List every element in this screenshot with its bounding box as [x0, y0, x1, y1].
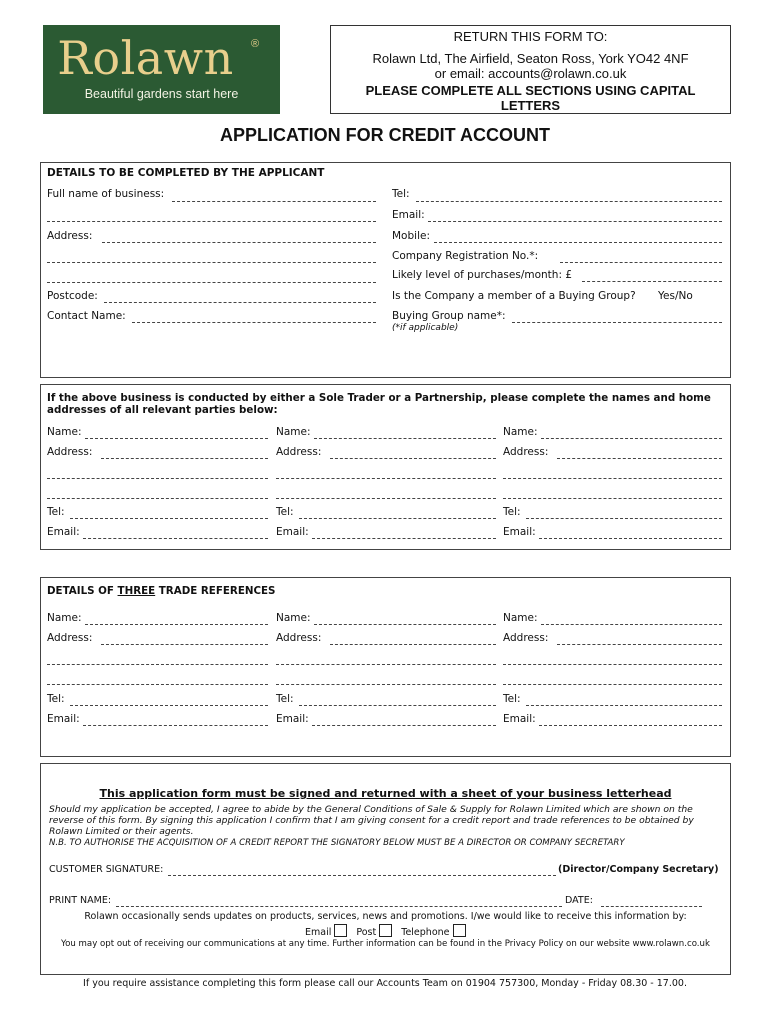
ref3-tel-field[interactable]: [526, 705, 722, 706]
partner3-address-label: Address:: [503, 446, 549, 458]
partner2-name-field[interactable]: [314, 438, 496, 439]
partner3-address-line3[interactable]: [503, 498, 722, 499]
partner3-name-label: Name:: [503, 426, 538, 438]
customer-signature-field[interactable]: [168, 875, 556, 876]
post-option-label: Post: [356, 927, 377, 938]
ref2-name-label: Name:: [276, 612, 311, 624]
ref3-address-field[interactable]: [557, 644, 722, 645]
ref3-address-line2[interactable]: [503, 664, 722, 665]
if-applicable-note: (*if applicable): [392, 323, 459, 333]
signature-section-heading: This application form must be signed and returned with a sheet of your business letterhead: [99, 787, 672, 800]
ref1-address-label: Address:: [47, 632, 93, 644]
contact-name-label: Contact Name:: [47, 310, 126, 322]
address-field-line3[interactable]: [47, 282, 376, 283]
buying-group-name-label: Buying Group name*:: [392, 310, 506, 322]
full-name-field[interactable]: [172, 201, 376, 202]
partner1-address-label: Address:: [47, 446, 93, 458]
tel-label: Tel:: [392, 188, 410, 200]
partner2-address-line3[interactable]: [276, 498, 496, 499]
ref2-tel-label: Tel:: [276, 693, 294, 705]
customer-signature-label: CUSTOMER SIGNATURE:: [49, 864, 164, 875]
return-email: or email: accounts@rolawn.co.uk: [434, 66, 627, 81]
address-label: Address:: [47, 230, 93, 242]
postcode-field[interactable]: [104, 302, 376, 303]
purchases-label: Likely level of purchases/month: £: [392, 269, 573, 281]
partner3-email-field[interactable]: [539, 538, 722, 539]
partner2-address-label: Address:: [276, 446, 322, 458]
ref2-email-field[interactable]: [312, 725, 496, 726]
partner1-name-field[interactable]: [85, 438, 268, 439]
trade-references-heading-post: TRADE REFERENCES: [155, 585, 276, 597]
ref3-address-line3[interactable]: [503, 684, 722, 685]
return-address: Rolawn Ltd, The Airfield, Seaton Ross, York YO42 4NF: [372, 51, 689, 66]
ref2-address-label: Address:: [276, 632, 322, 644]
partner1-tel-field[interactable]: [70, 518, 268, 519]
applicant-section-heading: DETAILS TO BE COMPLETED BY THE APPLICANT: [47, 167, 325, 179]
ref1-email-field[interactable]: [83, 725, 268, 726]
partner2-tel-field[interactable]: [299, 518, 496, 519]
ref2-address-line3[interactable]: [276, 684, 496, 685]
ref1-name-field[interactable]: [85, 624, 268, 625]
company-reg-label: Company Registration No.*:: [392, 250, 539, 262]
partner3-address-field[interactable]: [557, 458, 722, 459]
trade-references-heading: [47, 585, 275, 597]
partner2-tel-label: Tel:: [276, 506, 294, 518]
trade-references-heading-pre: DETAILS OF: [47, 585, 118, 597]
postcode-label: Postcode:: [47, 290, 98, 302]
ref3-email-field[interactable]: [539, 725, 722, 726]
partner2-email-label: Email:: [276, 526, 309, 538]
telephone-checkbox[interactable]: [453, 924, 466, 937]
partner1-address-line3[interactable]: [47, 498, 268, 499]
partners-section-heading: If the above business is conducted by either a Sole Trader or a Partnership, please complete the names and home addresses of all relevant parties below:: [47, 392, 711, 416]
logo-wordmark: Rolawn: [57, 31, 234, 85]
mobile-field[interactable]: [434, 242, 722, 243]
partner2-address-line2[interactable]: [276, 478, 496, 479]
partner3-tel-field[interactable]: [526, 518, 722, 519]
address-field-line2[interactable]: [47, 262, 376, 263]
director-secretary-label: (Director/Company Secretary): [558, 864, 719, 875]
purchases-field[interactable]: [582, 281, 722, 282]
ref2-name-field[interactable]: [314, 624, 496, 625]
director-note: N.B. TO AUTHORISE THE ACQUISITION OF A CREDIT REPORT THE SIGNATORY BELOW MUST BE A DIRECTOR OR COMPANY SECRETARY: [49, 838, 625, 848]
yes-no-option[interactable]: Yes/No: [658, 290, 693, 302]
consent-paragraph: Should my application be accepted, I agree to abide by the General Conditions of Sale & Supply for Rolawn Limited which are shown on the reverse of this form. By signing this application I confirm that I am giving consent for a credit report and trade references to be obtained by Rolawn Limited or their agents.: [49, 804, 694, 837]
partner1-name-label: Name:: [47, 426, 82, 438]
marketing-updates-text: Rolawn occasionally sends updates on products, services, news and promotions. I/we would like to receive this information by:: [84, 911, 687, 922]
mobile-label: Mobile:: [392, 230, 430, 242]
footer-assistance-text: If you require assistance completing this form please call our Accounts Team on 01904 757300, Monday - Friday 08.30 - 17.00.: [83, 978, 687, 989]
ref3-name-label: Name:: [503, 612, 538, 624]
ref3-tel-label: Tel:: [503, 693, 521, 705]
print-name-label: PRINT NAME:: [49, 895, 112, 906]
ref3-email-label: Email:: [503, 713, 536, 725]
ref3-address-label: Address:: [503, 632, 549, 644]
tel-field[interactable]: [416, 201, 722, 202]
email-checkbox[interactable]: [334, 924, 347, 937]
ref2-email-label: Email:: [276, 713, 309, 725]
buying-group-question: Is the Company a member of a Buying Group?: [392, 290, 636, 302]
email-option-label: Email: [305, 927, 332, 938]
email-label: Email:: [392, 209, 425, 221]
address-field[interactable]: [102, 242, 376, 243]
ref3-name-field[interactable]: [541, 624, 722, 625]
ref1-address-line3[interactable]: [47, 684, 268, 685]
post-checkbox[interactable]: [379, 924, 392, 937]
ref2-tel-field[interactable]: [299, 705, 496, 706]
full-name-label: Full name of business:: [47, 188, 165, 200]
partner2-email-field[interactable]: [312, 538, 496, 539]
partner3-email-label: Email:: [503, 526, 536, 538]
telephone-option-label: Telephone: [401, 927, 450, 938]
date-label: DATE:: [565, 895, 593, 906]
partner1-email-label: Email:: [47, 526, 80, 538]
trade-references-heading-three: THREE: [117, 585, 156, 597]
partner2-name-label: Name:: [276, 426, 311, 438]
contact-preference-options: [305, 924, 466, 938]
opt-out-notice: You may opt out of receiving our communications at any time. Further information can be found in the Privacy Policy on our website www.rolawn.co.uk: [61, 939, 710, 949]
logo-registered-mark: ®: [251, 38, 260, 50]
full-name-field-line2[interactable]: [47, 221, 376, 222]
partner3-address-line2[interactable]: [503, 478, 722, 479]
ref1-email-label: Email:: [47, 713, 80, 725]
partner1-email-field[interactable]: [83, 538, 268, 539]
return-heading: RETURN THIS FORM TO:: [453, 29, 608, 44]
ref2-address-field[interactable]: [330, 644, 496, 645]
ref1-address-field[interactable]: [101, 644, 268, 645]
contact-name-field[interactable]: [132, 322, 376, 323]
partner3-tel-label: Tel:: [503, 506, 521, 518]
company-reg-field[interactable]: [560, 262, 722, 263]
trade-references-section: [40, 577, 731, 757]
partner3-name-field[interactable]: [541, 438, 722, 439]
ref1-tel-field[interactable]: [70, 705, 268, 706]
print-name-field[interactable]: [116, 906, 562, 907]
capital-letters-instruction: PLEASE COMPLETE ALL SECTIONS USING CAPITAL LETTERS: [365, 83, 696, 113]
partner1-address-field[interactable]: [101, 458, 268, 459]
partner1-address-line2[interactable]: [47, 478, 268, 479]
buying-group-name-field[interactable]: [512, 322, 722, 323]
email-field[interactable]: [428, 221, 722, 222]
ref1-tel-label: Tel:: [47, 693, 65, 705]
page-title: APPLICATION FOR CREDIT ACCOUNT: [220, 125, 550, 145]
ref1-address-line2[interactable]: [47, 664, 268, 665]
partner2-address-field[interactable]: [330, 458, 496, 459]
date-field[interactable]: [601, 906, 702, 907]
ref2-address-line2[interactable]: [276, 664, 496, 665]
logo-tagline: Beautiful gardens start here: [84, 87, 239, 101]
return-address-box: [330, 25, 731, 114]
ref1-name-label: Name:: [47, 612, 82, 624]
partner1-tel-label: Tel:: [47, 506, 65, 518]
rolawn-logo: [43, 25, 280, 114]
